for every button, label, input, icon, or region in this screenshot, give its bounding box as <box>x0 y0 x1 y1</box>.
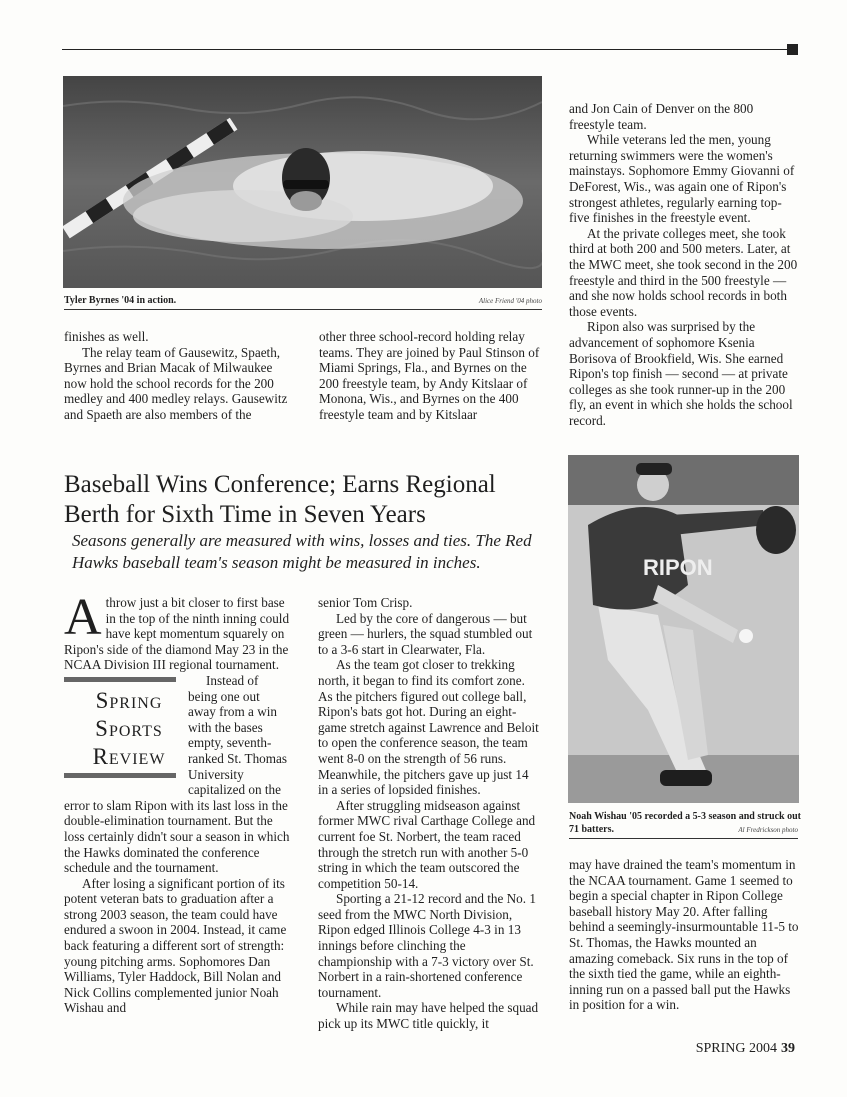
page-footer <box>696 1041 795 1057</box>
swim-column-3 <box>569 101 799 428</box>
article-column-3 <box>569 857 799 1013</box>
paragraph: Led by the core of dangerous — but green — hurlers, the squad stumbled out to a 3-6 start in Clearwater, Fla. <box>318 610 533 657</box>
label-line: Review <box>92 743 166 769</box>
caption-rule <box>569 838 798 839</box>
drop-cap: A <box>64 589 102 646</box>
paragraph: Ripon also was surprised by the advancement of sophomore Ksenia Borisova of Brookfield, Wis. She earned Ripon's top finish — second — at private colleges as she took runner-up in the 200 fly, an event in which she holds the school record. <box>569 319 793 428</box>
paragraph: finishes as well. <box>64 329 149 344</box>
spring-sports-review-label <box>64 677 176 778</box>
paragraph: other three school-record holding relay teams. They are joined by Paul Stinson of Miami Springs, Fla., and Byrnes on the 200 freestyle team, by Andy Kitslaar of Monona, Wis., and Byrnes on the 400 freestyle team and by Kitslaar <box>319 329 540 422</box>
article-column-2 <box>318 595 542 1032</box>
label-line: Sports <box>95 715 163 741</box>
paragraph: senior Tom Crisp. <box>318 595 413 610</box>
paragraph <box>64 673 290 876</box>
paragraph: After struggling midseason against former MWC rival Carthage College and current foe St. Norbert, the team raced through the stretch run with another 5-0 string in which the team outscored the competition 50-14. <box>318 797 536 891</box>
swimmer-photo-credit: Alice Friend '04 photo <box>478 297 542 305</box>
article-deck: Seasons generally are measured with wins, losses and ties. The Red Hawks baseball team's season might be measured in inches. <box>72 531 532 572</box>
swim-column-2 <box>319 329 543 423</box>
swimmer-photo <box>63 76 542 288</box>
swimmer-photo-caption: Tyler Byrnes '04 in action. <box>64 295 177 306</box>
article-headline: Baseball Wins Conference; Earns Regional Berth for Sixth Time in Seven Years <box>64 471 496 528</box>
caption-rule <box>64 309 542 310</box>
top-rule-marker <box>787 44 798 55</box>
pitcher-photo <box>568 455 799 803</box>
top-rule <box>62 49 792 50</box>
paragraph: Sporting a 21-12 record and the No. 1 seed from the MWC North Division, Ripon edged Illinois College 4-3 in 13 innings before clinching the championship with a 7-3 victory over St. Norbert in a rain-shortened conference tournament. <box>318 891 536 1000</box>
paragraph-text: Instead of being one out away from a win with the bases empty, seventh-ranked St. Thomas University capitalized on the error to slam Ripon with its last loss in the double-elimination tournament. But the loss certainly didn't sour a season in which the Hawks dominated the conference schedule and the tournament. <box>64 672 290 876</box>
jersey-text: RIPON <box>643 555 713 580</box>
page-number: 39 <box>781 1041 795 1056</box>
paragraph: The relay team of Gausewitz, Spaeth, Byrnes and Brian Macak of Milwaukee now hold the school records for the 200 medley and 400 medley relays. Gausewitz and Spaeth are also members of the <box>64 344 288 422</box>
paragraph: As the team got closer to trekking north, it began to find its comfort zone. As the pitchers figured out college ball, Ripon's bats got hot. During an eight-game stretch against Lawrence and Beloit to open the conference season, the team went 8-0 on the strength of 56 runs. Meanwhile, the pitchers gave up just 14 in a series of lopsided finishes. <box>318 657 539 798</box>
paragraph: While rain may have helped the squad pick up its MWC title quickly, it <box>318 1000 539 1032</box>
lead-text: throw just a bit closer to first base in the top of the ninth inning could have kept momentum squarely on Ripon's side of the diamond May 23 in the NCAA Division III regional tournament. <box>64 595 290 673</box>
paragraph: At the private colleges meet, she took third at both 200 and 500 meters. Later, at the MWC meet, she took second in the 200 freestyle and third in the 500 freestyle — and she now holds school records in both those events. <box>569 225 798 319</box>
paragraph: and Jon Cain of Denver on the 800 freestyle team. <box>569 101 754 132</box>
label-line: Spring <box>95 687 163 713</box>
pitcher-photo-credit: Al Fredrickson photo <box>738 826 798 834</box>
article-column-1 <box>64 589 290 1016</box>
swim-column-1 <box>64 329 292 423</box>
pitcher-photo-caption: Noah Wishau '05 recorded a 5-3 season and struck out 71 batters. <box>569 811 801 835</box>
issue-label: SPRING 2004 <box>695 1041 777 1056</box>
paragraph: After losing a significant portion of its potent veteran bats to graduation after a strong 2003 season, the team could have endured a swoon in 2004. Instead, it came back featuring a different sort of strength: young pitching arms. Sophomores Dan Williams, Tyler Haddock, Bill Nolan and Nick Collins complemented junior Noah Wishau and <box>64 875 287 1016</box>
paragraph: may have drained the team's momentum in the NCAA tournament. Game 1 seemed to begin a special chapter in Ripon College baseball history May 20. After falling behind a seemingly-insurmountable 11-5 to St. Thomas, the Hawks mounted an amazing comeback. Six runs in the top of the sixth tied the game, while an eighth-inning run on a passed ball put the Hawks in position for a win. <box>569 857 799 1013</box>
lead-paragraph <box>64 589 290 673</box>
paragraph: While veterans led the men, young returning swimmers were the women's mainstays. Sophomore Emmy Giovanni of DeForest, Wis., was again one of Ripon's strongest athletes, regularly earning top-five finishes in the freestyle event. <box>569 132 795 226</box>
